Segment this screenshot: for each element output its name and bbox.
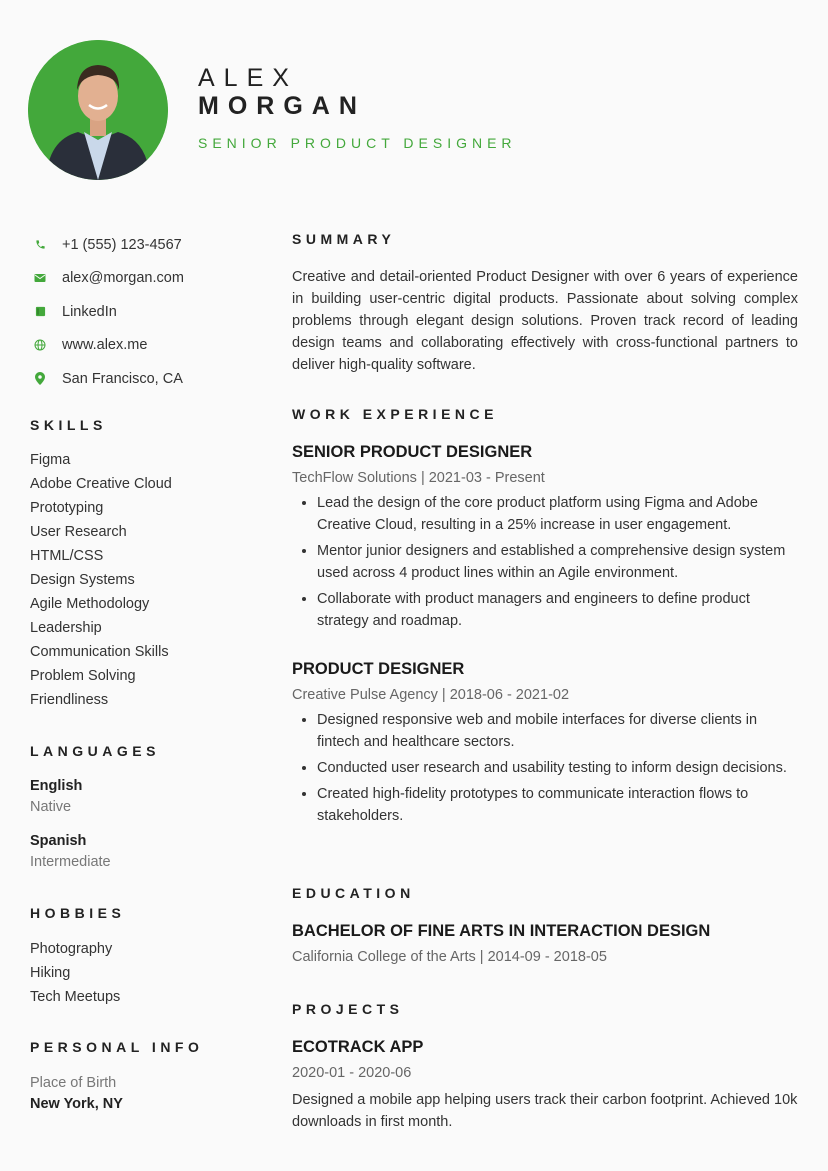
summary-text: Creative and detail-oriented Product Designer with over 6 years of experience in building user-centric digital products. Passionate about solving complex problems through elegant design solutions. Proven track record of leading design teams and collaborating effectively with cross-functional partners to deliver high-quality software. bbox=[292, 269, 798, 373]
languages-heading: LANGUAGES bbox=[30, 743, 160, 759]
hobby-item: Tech Meetups bbox=[30, 989, 121, 1005]
language-level: Native bbox=[30, 799, 72, 815]
language-name: Spanish bbox=[30, 833, 87, 849]
hobby-item: Photography bbox=[30, 941, 113, 957]
skill-item: Design Systems bbox=[30, 572, 135, 588]
contact-location bbox=[30, 362, 250, 396]
contact-list bbox=[30, 228, 250, 396]
hobbies-heading: HOBBIES bbox=[30, 905, 126, 921]
contact-email[interactable] bbox=[30, 262, 250, 296]
location-pin-icon bbox=[30, 372, 50, 386]
skills-list bbox=[30, 450, 172, 714]
contact-phone[interactable] bbox=[30, 228, 250, 262]
skill-item: Communication Skills bbox=[30, 644, 169, 660]
education-entry bbox=[292, 922, 798, 965]
contact-phone-text: +1 (555) 123-4567 bbox=[62, 236, 182, 253]
education-heading: EDUCATION bbox=[292, 885, 415, 901]
personal-info-heading: PERSONAL INFO bbox=[30, 1039, 204, 1055]
skill-item: User Research bbox=[30, 524, 127, 540]
hobby-item: Hiking bbox=[30, 965, 71, 981]
job-meta: Creative Pulse Agency | 2018-06 - 2021-02 bbox=[292, 687, 570, 703]
job-bullet: • Collaborate with product managers and engineers to define product strategy and roadmap. bbox=[317, 588, 798, 632]
email-icon bbox=[30, 271, 50, 285]
contact-location-text: San Francisco, CA bbox=[62, 370, 183, 387]
skill-item: Figma bbox=[30, 452, 71, 468]
contact-website-text: www.alex.me bbox=[62, 337, 148, 354]
project-name: ECOTRACK APP bbox=[292, 1038, 424, 1056]
first-name: ALEX bbox=[198, 64, 298, 92]
job-entry bbox=[292, 660, 798, 831]
degree-title: BACHELOR OF FINE ARTS IN INTERACTION DESIGN bbox=[292, 922, 711, 940]
job-bullet: • Designed responsive web and mobile interfaces for diverse clients in fintech and healthcare sectors. bbox=[317, 709, 798, 753]
language-name: English bbox=[30, 778, 83, 794]
skill-item: Adobe Creative Cloud bbox=[30, 476, 172, 492]
contact-linkedin-text: LinkedIn bbox=[62, 303, 117, 320]
contact-website[interactable] bbox=[30, 329, 250, 363]
headline-title: SENIOR PRODUCT DESIGNER bbox=[198, 135, 517, 151]
project-entry bbox=[292, 1038, 798, 1133]
skill-item: HTML/CSS bbox=[30, 548, 104, 564]
work-experience-heading: WORK EXPERIENCE bbox=[292, 406, 498, 422]
skill-item: Friendliness bbox=[30, 692, 109, 708]
skill-item: Problem Solving bbox=[30, 668, 136, 684]
skill-item: Leadership bbox=[30, 620, 102, 636]
globe-icon bbox=[30, 338, 50, 352]
summary-heading: SUMMARY bbox=[292, 231, 396, 247]
job-bullet: • Created high-fidelity prototypes to communicate interaction flows to stakeholders. bbox=[317, 783, 798, 827]
job-title: PRODUCT DESIGNER bbox=[292, 660, 465, 678]
job-bullet: • Conducted user research and usability testing to inform design decisions. bbox=[317, 757, 798, 779]
skill-item: Prototyping bbox=[30, 500, 104, 516]
skills-heading: SKILLS bbox=[30, 417, 107, 433]
job-bullet: • Lead the design of the core product platform using Figma and Adobe Creative Cloud, resulting in a 25% increase in user engagement. bbox=[317, 492, 798, 536]
language-item bbox=[30, 778, 82, 815]
skill-item: Agile Methodology bbox=[30, 596, 150, 612]
job-meta: TechFlow Solutions | 2021-03 - Present bbox=[292, 470, 545, 486]
contact-linkedin[interactable] bbox=[30, 295, 250, 329]
profile-photo bbox=[28, 40, 168, 180]
project-description: Designed a mobile app helping users track their carbon footprint. Achieved 10k downloads in first month. bbox=[292, 1092, 798, 1130]
job-bullet: • Mentor junior designers and established a comprehensive design system used across 4 product lines within an Agile environment. bbox=[317, 540, 798, 584]
job-entry bbox=[292, 443, 798, 636]
job-title: SENIOR PRODUCT DESIGNER bbox=[292, 443, 533, 461]
language-item bbox=[30, 833, 111, 870]
contact-email-text: alex@morgan.com bbox=[62, 270, 184, 287]
hobbies-list bbox=[30, 939, 120, 1011]
project-dates: 2020-01 - 2020-06 bbox=[292, 1065, 412, 1081]
phone-icon bbox=[30, 238, 50, 252]
education-meta: California College of the Arts | 2014-09 - 2018-05 bbox=[292, 949, 607, 965]
projects-heading: PROJECTS bbox=[292, 1001, 404, 1017]
place-of-birth-label: Place of Birth bbox=[30, 1075, 117, 1091]
job-bullets bbox=[292, 709, 798, 827]
place-of-birth-value: New York, NY bbox=[30, 1096, 123, 1112]
linkedin-icon bbox=[30, 305, 50, 319]
job-bullets bbox=[292, 492, 798, 632]
last-name: MORGAN bbox=[198, 92, 366, 120]
language-level: Intermediate bbox=[30, 854, 111, 870]
